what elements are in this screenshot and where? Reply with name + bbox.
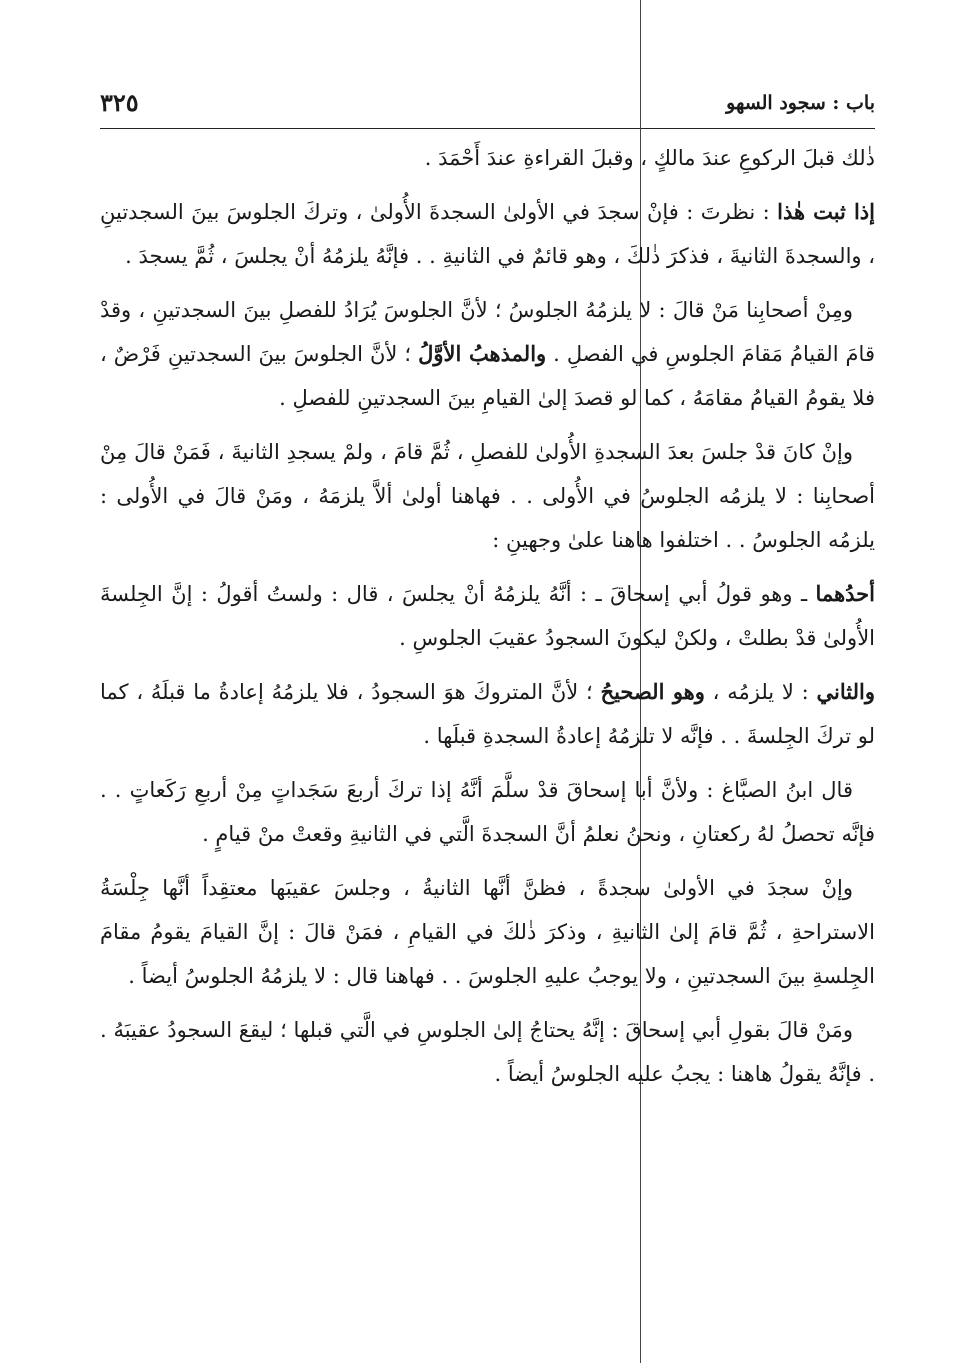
paragraph <box>100 572 875 660</box>
text-segment: ذٰلك قبلَ الركوعِ عندَ مالكٍ ، وقبلَ القراءةِ عندَ أَحْمَدَ . <box>424 146 875 170</box>
text-segment: ؛ لأنَّ المتروكَ هوَ السجودُ ، فلا يلزمُهُ إعادةُ ما قبلَهُ ، كما لو تركَ الجِلسةَ . . فإنَّه لا تلزمُهُ إعادةُ السجدةِ قبلَها . <box>100 680 875 748</box>
text-segment: وإنْ كانَ قدْ جلسَ بعدَ السجدةِ الأُولىٰ للفصلِ ، ثُمَّ قامَ ، ولمْ يسجدِ الثانيةَ ، فَمَنْ قالَ مِنْ أصحابِنا : لا يلزمُه الجلوسُ في الأُولى . . فهاهنا أولىٰ ألاَّ يلزمَهُ ، ومَنْ قالَ في الأُولى : يلزمُه الجلوسُ . . اختلفوا هاهنا علىٰ وجهينِ : <box>100 440 875 552</box>
text-segment: وإنْ سجدَ في الأولىٰ سجدةً ، فظنَّ أنَّها الثانيةُ ، وجلسَ عقيبَها معتقِداً أنَّها جِلْسَةُ الاستراحةِ ، ثُمَّ قامَ إلىٰ الثانيةِ ، وذكرَ ذٰلكَ في القيامِ ، فمَنْ قالَ : إنَّ القيامَ يقومُ مقامَ الجِلسةِ بينَ السجدتينِ ، ولا يوجبُ عليهِ الجلوسَ . . فهاهنا قال : لا يلزمُهُ الجلوسُ أيضاً . <box>100 876 875 988</box>
bold-term: وهو الصحيحُ <box>600 679 705 704</box>
page-number: ٣٢٥ <box>100 88 139 117</box>
paragraph <box>100 190 875 278</box>
page-header <box>100 88 875 132</box>
running-title: باب : سجود السهو <box>726 92 875 114</box>
paragraph <box>100 670 875 758</box>
text-segment: ومِنْ أصحابِنا مَنْ قالَ : لا يلزمُهُ الجلوسُ ؛ لأنَّ الجلوسَ يُرَادُ للفصلِ بينَ السجدتينِ ، وقدْ قامَ القيامُ مَقامَ الجلوسِ في الفصلِ . <box>100 298 875 366</box>
header-rule <box>100 128 875 129</box>
bold-lead: إذا ثبت هٰذا <box>777 199 875 224</box>
paragraph <box>100 768 875 856</box>
text-segment: ومَنْ قالَ بقولِ أبي إسحاقَ : إنَّهُ يحتاجُ إلىٰ الجلوسِ في الَّتي قبلها ؛ ليقعَ السجودُ عقيبَهُ . . فإنَّهُ يقولُ هاهنا : يجبُ عليه الجلوسُ أيضاً . <box>100 1018 875 1086</box>
text-segment: : نظرتَ : فإنْ سجدَ في الأولىٰ السجدةَ الأُولىٰ ، وتركَ الجلوسَ بينَ السجدتينِ ، والسجدةَ الثانيةَ ، فذكرَ ذٰلكَ ، وهو قائمٌ في الثانيةِ . . فإنَّهُ يلزمُهُ أنْ يجلسَ ، ثُمَّ يسجدَ . <box>100 200 875 268</box>
paragraph <box>100 866 875 998</box>
paragraph <box>100 136 875 180</box>
bold-lead: أحدُهما <box>815 581 875 606</box>
paragraph <box>100 1008 875 1096</box>
bold-lead: والثاني <box>816 679 875 704</box>
text-segment: قال ابنُ الصبَّاغ : ولأنَّ أبا إسحاقَ قدْ سلَّمَ أنَّهُ إذا تركَ أربعَ سَجَداتٍ مِنْ أربعِ رَكَعاتٍ . . فإنَّه تحصلُ لهُ ركعتانِ ، ونحنُ نعلمُ أنَّ السجدةَ الَّتي في الثانيةِ وقعتْ منْ قيامٍ . <box>100 778 875 846</box>
text-segment: ـ وهو قولُ أبي إسحاقَ ـ : أنَّهُ يلزمُهُ أنْ يجلسَ ، قال : ولستُ أقولُ : إنَّ الجِلسةَ الأُولىٰ قدْ بطلتْ ، ولكنْ ليكونَ السجودُ عقيبَ الجلوسِ . <box>100 582 875 650</box>
paragraph <box>100 430 875 562</box>
bold-term: والمذهبُ الأوَّلُ <box>418 341 547 366</box>
paragraph <box>100 288 875 420</box>
page-body <box>100 136 875 1106</box>
text-segment: : لا يلزمُه ، <box>704 680 817 704</box>
text-segment: ؛ لأنَّ الجلوسَ بينَ السجدتينِ فَرْضٌ ، فلا يقومُ القيامُ مقامَهُ ، كما لو قصدَ إلىٰ القيامِ بينَ السجدتينِ للفصلِ . <box>100 342 875 410</box>
